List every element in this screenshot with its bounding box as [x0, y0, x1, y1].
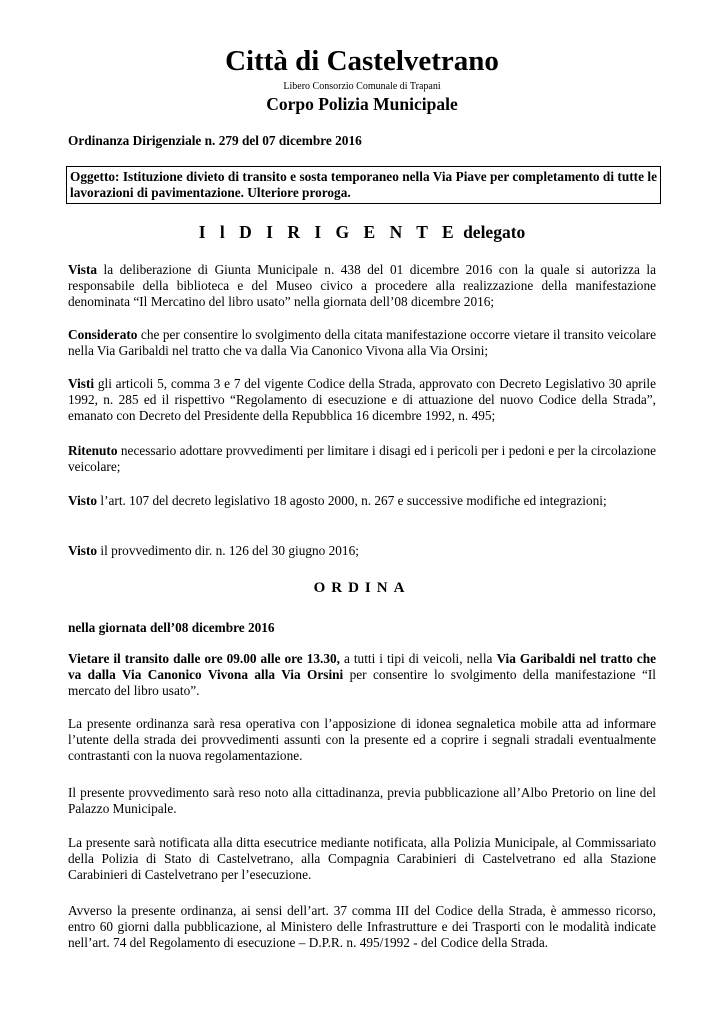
recital-text: necessario adottare provvedimenti per limitare i disagi ed i pericoli per i pedoni e per la circolazione veicolare; [68, 443, 656, 475]
subject-box: Oggetto: Istituzione divieto di transito e sosta temporaneo nella Via Piave per completamento di tutte le lavorazioni di pavimentazione. Ulteriore proroga. [66, 166, 661, 204]
closing-paragraph-publication: Il presente provvedimento sarà reso noto alla cittadinanza, previa pubblicazione all’Albo Pretorio on line del Palazzo Municipale. [68, 785, 656, 817]
heading-spaced: I l D I R I G E N T E [198, 222, 459, 242]
date-line [68, 620, 656, 636]
recital-text: gli articoli 5, comma 3 e 7 del vigente Codice della Strada, approvato con Decreto Legislativo 30 aprile 1992, n. 285 ed il rispettivo “Regolamento di esecuzione e di attuazione del nuovo Codice della Strada”, emanato con Decreto del Presidente della Repubblica 16 dicembre 1992, n. 495; [68, 376, 656, 424]
ordina-heading: ORDINA [313, 580, 411, 596]
closing-paragraph-notification: La presente sarà notificata alla ditta esecutrice mediante notificata, alla Polizia Municipale, al Commissariato della Polizia di Stato di Castelvetrano, alla Compagnia Carabinieri di Castelvetrano ed alla Stazione Carabinieri di Castelvetrano per l’esecuzione. [68, 835, 656, 883]
dirigente-heading [0, 221, 724, 243]
recital-lead: Ritenuto [68, 443, 118, 458]
order-paragraph [68, 651, 656, 700]
recital-vista [68, 262, 656, 311]
ordinance-number: Ordinanza Dirigenziale n. 279 del 07 dicembre 2016 [68, 133, 362, 148]
closing-paragraph-signage: La presente ordinanza sarà resa operativa con l’apposizione di idonea segnaletica mobile atta ad informare l’utente della strada dei provvedimenti assunti con la presente ed a coprire i segnali stradali eventualmente contrastanti con la nuova regolamentazione. [68, 716, 656, 764]
recital-considerato [68, 327, 656, 359]
department-title: Corpo Polizia Municipale [266, 94, 458, 114]
recital-text: l’art. 107 del decreto legislativo 18 agosto 2000, n. 267 e successive modifiche ed integrazioni; [97, 493, 607, 508]
recital-lead: Considerato [68, 327, 138, 342]
city-title: Città di Castelvetrano [225, 45, 499, 77]
recital-lead: Visto [68, 543, 98, 558]
order-street: Via Garibaldi nel tratto che va dalla Via Canonico Vivona alla Via Orsini [68, 651, 656, 683]
recital-text: il provvedimento dir. n. 126 del 30 giugno 2016; [97, 543, 359, 558]
recital-lead: Visto [68, 493, 98, 508]
recital-lead: Visti [68, 376, 95, 391]
heading-rest: delegato [458, 222, 526, 242]
recital-visto-2 [68, 543, 656, 559]
recital-ritenuto [68, 443, 656, 475]
recital-visti [68, 376, 656, 425]
order-text-2: per consentire lo svolgimento della manifestazione “Il mercato del libro usato”. [68, 667, 656, 699]
consortium-subtitle: Libero Consorzio Comunale di Trapani [283, 81, 441, 92]
recital-visto-1 [68, 493, 656, 509]
closing-paragraph-appeal: Avverso la presente ordinanza, ai sensi dell’art. 37 comma III del Codice della Strada, è ammesso ricorso, entro 60 giorni dalla pubblicazione, al Ministero delle Infrastrutture e dei Trasporti con le modalità indicate nell’art. 74 del Regolamento di esecuzione – D.P.R. n. 495/1992 - del Codice della Strada. [68, 903, 656, 951]
recital-lead: Vista [68, 262, 98, 277]
order-time: Vietare il transito dalle ore 09.00 alle ore 13.30, [68, 651, 340, 666]
date-line-text: nella giornata dell’08 dicembre 2016 [68, 620, 275, 635]
recital-text: la deliberazione di Giunta Municipale n. 438 del 01 dicembre 2016 con la quale si autorizza la responsabile della biblioteca e del Museo civico a procedere alla realizzazione della manifestazione denominata “Il Mercatino del libro usato” nella giornata dell’08 dicembre 2016; [68, 262, 656, 310]
recital-text: che per consentire lo svolgimento della citata manifestazione occorre vietare il transito veicolare nella Via Garibaldi nel tratto che va dalla Via Canonico Vivona alla Via Orsini; [68, 327, 656, 359]
order-text-1: a tutti i tipi di veicoli, nella [339, 651, 497, 666]
